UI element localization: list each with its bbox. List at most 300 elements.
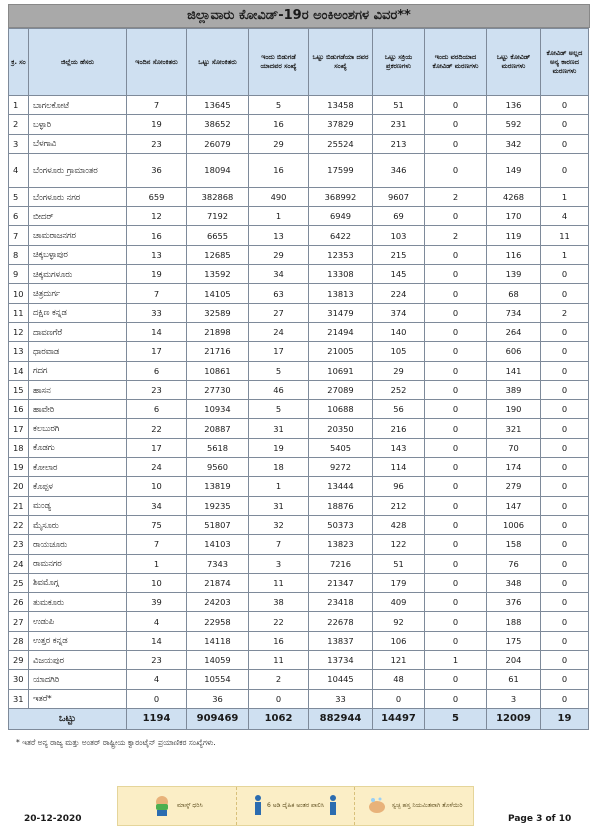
district-name-cell: ದಕ್ಷಿಣ ಕನ್ನಡ [29, 303, 127, 322]
deaths-total-cell: 279 [487, 477, 541, 496]
table-row [9, 496, 589, 515]
serial-cell: 8 [9, 245, 29, 264]
active-cell: 56 [373, 400, 425, 419]
today-cases-cell: 6 [127, 361, 187, 380]
discharged-total-cell: 31479 [309, 303, 373, 322]
district-name-cell: ಗದಗ [29, 361, 127, 380]
non-covid-cell: 1 [541, 187, 589, 206]
district-name-cell: ಕೊಪ್ಪಳ [29, 477, 127, 496]
deaths-today-cell: 0 [425, 96, 487, 115]
discharged-total-cell: 18876 [309, 496, 373, 515]
deaths-total-cell: 376 [487, 593, 541, 612]
active-cell: 69 [373, 207, 425, 226]
deaths-total-cell: 61 [487, 670, 541, 689]
deaths-today-cell: 0 [425, 265, 487, 284]
totals-today: 1194 [127, 708, 187, 729]
header-active-cases: ಒಟ್ಟು ಸಕ್ರಿಯ ಪ್ರಕರಣಗಳು [373, 29, 425, 96]
table-row [9, 361, 589, 380]
total-cases-cell: 32589 [187, 303, 249, 322]
header-non-covid-deaths: ಕೋವಿಡ್ ಅಲ್ಲದ ಅನ್ಯ ಕಾರಣದ ಮರಣಗಳು [541, 29, 589, 96]
serial-cell: 5 [9, 187, 29, 206]
discharged-today-cell: 19 [249, 438, 309, 457]
deaths-total-cell: 147 [487, 496, 541, 515]
deaths-today-cell: 0 [425, 458, 487, 477]
non-covid-cell: 0 [541, 342, 589, 361]
today-cases-cell: 1 [127, 554, 187, 573]
totals-discharged-total: 882944 [309, 708, 373, 729]
total-cases-cell: 27730 [187, 380, 249, 399]
deaths-total-cell: 734 [487, 303, 541, 322]
table-row [9, 400, 589, 419]
table-row [9, 187, 589, 206]
discharged-today-cell: 31 [249, 419, 309, 438]
deaths-today-cell: 1 [425, 651, 487, 670]
non-covid-cell: 0 [541, 438, 589, 457]
report-title: ಜಿಲ್ಲಾವಾರು ಕೋವಿಡ್-19ರ ಅಂಕಿಅಂಶಗಳ ವಿವರ** [8, 4, 590, 28]
total-cases-cell: 10554 [187, 670, 249, 689]
discharged-total-cell: 17599 [309, 153, 373, 187]
table-row [9, 380, 589, 399]
discharged-today-cell: 11 [249, 573, 309, 592]
today-cases-cell: 7 [127, 284, 187, 303]
non-covid-cell: 0 [541, 689, 589, 708]
serial-cell: 10 [9, 284, 29, 303]
serial-cell: 16 [9, 400, 29, 419]
non-covid-cell: 0 [541, 115, 589, 134]
today-cases-cell: 6 [127, 400, 187, 419]
active-cell: 9607 [373, 187, 425, 206]
discharged-today-cell: 16 [249, 153, 309, 187]
deaths-total-cell: 321 [487, 419, 541, 438]
non-covid-cell: 0 [541, 322, 589, 341]
serial-cell: 13 [9, 342, 29, 361]
district-name-cell: ಬಾಗಲಕೋಟೆ [29, 96, 127, 115]
totals-total: 909469 [187, 708, 249, 729]
total-cases-cell: 7192 [187, 207, 249, 226]
today-cases-cell: 659 [127, 187, 187, 206]
banner-handwash-text: ಸ್ವಚ್ಛ ಹಸ್ತ ನಿಯಮಿತವಾಗಿ ತೊಳೆಯಿರಿ [391, 802, 463, 809]
deaths-today-cell: 0 [425, 670, 487, 689]
discharged-today-cell: 31 [249, 496, 309, 515]
non-covid-cell: 0 [541, 419, 589, 438]
deaths-total-cell: 190 [487, 400, 541, 419]
active-cell: 428 [373, 515, 425, 534]
table-row [9, 573, 589, 592]
serial-cell: 3 [9, 134, 29, 153]
header-deaths-today: ಇಂದು ವರದಿಯಾದ ಕೋವಿಡ್ ಮರಣಗಳು [425, 29, 487, 96]
district-name-cell: ಉಡುಪಿ [29, 612, 127, 631]
total-cases-cell: 5618 [187, 438, 249, 457]
district-name-cell: ಚಿತ್ರದುರ್ಗ [29, 284, 127, 303]
deaths-total-cell: 264 [487, 322, 541, 341]
table-row [9, 342, 589, 361]
totals-row [9, 708, 589, 729]
discharged-today-cell: 11 [249, 651, 309, 670]
discharged-total-cell: 13813 [309, 284, 373, 303]
active-cell: 213 [373, 134, 425, 153]
deaths-today-cell: 0 [425, 631, 487, 650]
serial-cell: 7 [9, 226, 29, 245]
today-cases-cell: 14 [127, 322, 187, 341]
deaths-total-cell: 119 [487, 226, 541, 245]
non-covid-cell: 0 [541, 535, 589, 554]
deaths-total-cell: 158 [487, 535, 541, 554]
district-name-cell: ಬೆಂಗಳೂರು ಗ್ರಾಮಾಂತರ [29, 153, 127, 187]
safety-banner [117, 786, 474, 826]
person-icon [328, 794, 338, 818]
today-cases-cell: 14 [127, 631, 187, 650]
header-total-cases: ಒಟ್ಟು ಸೋಂಕಿತರು [187, 29, 249, 96]
deaths-total-cell: 68 [487, 284, 541, 303]
discharged-today-cell: 16 [249, 631, 309, 650]
today-cases-cell: 17 [127, 438, 187, 457]
discharged-today-cell: 24 [249, 322, 309, 341]
today-cases-cell: 16 [127, 226, 187, 245]
totals-label: ಒಟ್ಟು [9, 708, 127, 729]
serial-cell: 30 [9, 670, 29, 689]
totals-discharged-today: 1062 [249, 708, 309, 729]
discharged-today-cell: 29 [249, 134, 309, 153]
deaths-today-cell: 0 [425, 554, 487, 573]
discharged-total-cell: 21005 [309, 342, 373, 361]
discharged-total-cell: 368992 [309, 187, 373, 206]
discharged-today-cell: 32 [249, 515, 309, 534]
district-name-cell: ಕೊಡಗು [29, 438, 127, 457]
discharged-today-cell: 16 [249, 115, 309, 134]
deaths-today-cell: 0 [425, 303, 487, 322]
deaths-total-cell: 174 [487, 458, 541, 477]
deaths-today-cell: 0 [425, 515, 487, 534]
active-cell: 29 [373, 361, 425, 380]
serial-cell: 31 [9, 689, 29, 708]
discharged-total-cell: 10445 [309, 670, 373, 689]
total-cases-cell: 13645 [187, 96, 249, 115]
today-cases-cell: 0 [127, 689, 187, 708]
discharged-total-cell: 13444 [309, 477, 373, 496]
serial-cell: 18 [9, 438, 29, 457]
today-cases-cell: 22 [127, 419, 187, 438]
header-today-cases: ಇಂದಿನ ಸೋಂಕಿತರು [127, 29, 187, 96]
deaths-today-cell: 0 [425, 361, 487, 380]
deaths-total-cell: 4268 [487, 187, 541, 206]
deaths-today-cell: 0 [425, 342, 487, 361]
discharged-today-cell: 46 [249, 380, 309, 399]
table-row [9, 535, 589, 554]
discharged-today-cell: 5 [249, 361, 309, 380]
table-row [9, 153, 589, 187]
discharged-today-cell: 7 [249, 535, 309, 554]
non-covid-cell: 1 [541, 245, 589, 264]
today-cases-cell: 4 [127, 612, 187, 631]
non-covid-cell: 11 [541, 226, 589, 245]
deaths-total-cell: 170 [487, 207, 541, 226]
district-name-cell: ಹಾಸನ [29, 380, 127, 399]
non-covid-cell: 4 [541, 207, 589, 226]
person-icon [253, 794, 263, 818]
district-name-cell: ವಿಜಯಪುರ [29, 651, 127, 670]
serial-cell: 24 [9, 554, 29, 573]
non-covid-cell: 2 [541, 303, 589, 322]
total-cases-cell: 14118 [187, 631, 249, 650]
discharged-today-cell: 1 [249, 477, 309, 496]
active-cell: 92 [373, 612, 425, 631]
district-name-cell: ಬೆಂಗಳೂರು ನಗರ [29, 187, 127, 206]
discharged-today-cell: 17 [249, 342, 309, 361]
header-discharged-total: ಒಟ್ಟು ಬಿಡುಗಡೆಯಾ ದವರ ಸಂಖ್ಯೆ [309, 29, 373, 96]
total-cases-cell: 10934 [187, 400, 249, 419]
total-cases-cell: 24203 [187, 593, 249, 612]
table-row [9, 284, 589, 303]
deaths-total-cell: 116 [487, 245, 541, 264]
serial-cell: 14 [9, 361, 29, 380]
non-covid-cell: 0 [541, 612, 589, 631]
deaths-today-cell: 0 [425, 207, 487, 226]
total-cases-cell: 18094 [187, 153, 249, 187]
discharged-total-cell: 21494 [309, 322, 373, 341]
today-cases-cell: 19 [127, 265, 187, 284]
discharged-today-cell: 18 [249, 458, 309, 477]
active-cell: 122 [373, 535, 425, 554]
serial-cell: 4 [9, 153, 29, 187]
header-deaths-total: ಒಟ್ಟು ಕೋವಿಡ್ ಮರಣಗಳು [487, 29, 541, 96]
table-row [9, 207, 589, 226]
serial-cell: 26 [9, 593, 29, 612]
today-cases-cell: 7 [127, 96, 187, 115]
deaths-today-cell: 0 [425, 245, 487, 264]
non-covid-cell: 0 [541, 631, 589, 650]
totals-deaths-today: 5 [425, 708, 487, 729]
non-covid-cell: 0 [541, 458, 589, 477]
discharged-total-cell: 6422 [309, 226, 373, 245]
discharged-today-cell: 0 [249, 689, 309, 708]
active-cell: 231 [373, 115, 425, 134]
deaths-today-cell: 0 [425, 284, 487, 303]
non-covid-cell: 0 [541, 265, 589, 284]
district-covid-table [8, 28, 589, 730]
district-name-cell: ಉತ್ತರ ಕನ್ನಡ [29, 631, 127, 650]
table-row [9, 265, 589, 284]
discharged-total-cell: 6949 [309, 207, 373, 226]
deaths-today-cell: 0 [425, 134, 487, 153]
deaths-total-cell: 139 [487, 265, 541, 284]
active-cell: 346 [373, 153, 425, 187]
today-cases-cell: 12 [127, 207, 187, 226]
deaths-total-cell: 1006 [487, 515, 541, 534]
deaths-today-cell: 0 [425, 400, 487, 419]
today-cases-cell: 23 [127, 134, 187, 153]
total-cases-cell: 13592 [187, 265, 249, 284]
deaths-total-cell: 141 [487, 361, 541, 380]
deaths-total-cell: 175 [487, 631, 541, 650]
total-cases-cell: 26079 [187, 134, 249, 153]
district-name-cell: ಯಾದಗಿರಿ [29, 670, 127, 689]
discharged-today-cell: 34 [249, 265, 309, 284]
deaths-today-cell: 0 [425, 438, 487, 457]
discharged-total-cell: 10688 [309, 400, 373, 419]
active-cell: 105 [373, 342, 425, 361]
discharged-total-cell: 5405 [309, 438, 373, 457]
table-row [9, 554, 589, 573]
serial-cell: 21 [9, 496, 29, 515]
discharged-today-cell: 2 [249, 670, 309, 689]
discharged-today-cell: 5 [249, 96, 309, 115]
today-cases-cell: 10 [127, 573, 187, 592]
deaths-today-cell: 0 [425, 153, 487, 187]
total-cases-cell: 38652 [187, 115, 249, 134]
active-cell: 212 [373, 496, 425, 515]
discharged-today-cell: 490 [249, 187, 309, 206]
header-discharged-today: ಇಂದು ಬಿಡುಗಡೆ ಯಾದವರ ಸಂಖ್ಯೆ [249, 29, 309, 96]
deaths-total-cell: 389 [487, 380, 541, 399]
non-covid-cell: 0 [541, 515, 589, 534]
table-row [9, 134, 589, 153]
discharged-today-cell: 1 [249, 207, 309, 226]
total-cases-cell: 7343 [187, 554, 249, 573]
non-covid-cell: 0 [541, 96, 589, 115]
district-name-cell: ಮೈಸೂರು [29, 515, 127, 534]
deaths-today-cell: 2 [425, 187, 487, 206]
table-row [9, 458, 589, 477]
handwash-icon [366, 794, 388, 818]
active-cell: 215 [373, 245, 425, 264]
banner-distance [237, 787, 356, 825]
today-cases-cell: 10 [127, 477, 187, 496]
serial-cell: 25 [9, 573, 29, 592]
active-cell: 224 [373, 284, 425, 303]
today-cases-cell: 75 [127, 515, 187, 534]
total-cases-cell: 21716 [187, 342, 249, 361]
totals-non-covid: 19 [541, 708, 589, 729]
totals-deaths-total: 12009 [487, 708, 541, 729]
discharged-total-cell: 13837 [309, 631, 373, 650]
active-cell: 114 [373, 458, 425, 477]
active-cell: 409 [373, 593, 425, 612]
discharged-total-cell: 10691 [309, 361, 373, 380]
active-cell: 96 [373, 477, 425, 496]
serial-cell: 9 [9, 265, 29, 284]
serial-cell: 28 [9, 631, 29, 650]
non-covid-cell: 0 [541, 361, 589, 380]
district-name-cell: ಬಳ್ಳಾರಿ [29, 115, 127, 134]
total-cases-cell: 6655 [187, 226, 249, 245]
table-row [9, 631, 589, 650]
table-row [9, 651, 589, 670]
today-cases-cell: 24 [127, 458, 187, 477]
district-name-cell: ಬೆಳಗಾವಿ [29, 134, 127, 153]
non-covid-cell: 0 [541, 670, 589, 689]
table-row [9, 115, 589, 134]
table-row [9, 322, 589, 341]
active-cell: 140 [373, 322, 425, 341]
discharged-today-cell: 3 [249, 554, 309, 573]
deaths-total-cell: 342 [487, 134, 541, 153]
district-name-cell: ಕಲಬುರಗಿ [29, 419, 127, 438]
non-covid-cell: 0 [541, 496, 589, 515]
discharged-today-cell: 22 [249, 612, 309, 631]
discharged-total-cell: 50373 [309, 515, 373, 534]
serial-cell: 22 [9, 515, 29, 534]
serial-cell: 11 [9, 303, 29, 322]
table-row [9, 612, 589, 631]
deaths-total-cell: 76 [487, 554, 541, 573]
discharged-total-cell: 25524 [309, 134, 373, 153]
non-covid-cell: 0 [541, 651, 589, 670]
discharged-total-cell: 9272 [309, 458, 373, 477]
today-cases-cell: 34 [127, 496, 187, 515]
header-district: ಜಿಲ್ಲೆಯ ಹೆಸರು [29, 29, 127, 96]
discharged-today-cell: 38 [249, 593, 309, 612]
non-covid-cell: 0 [541, 153, 589, 187]
banner-distance-text: 6 ಅಡಿ ದೈಹಿಕ ಅಂತರ ಪಾಲಿಸಿ [266, 802, 325, 809]
table-row [9, 303, 589, 322]
deaths-total-cell: 149 [487, 153, 541, 187]
discharged-total-cell: 7216 [309, 554, 373, 573]
today-cases-cell: 17 [127, 342, 187, 361]
table-header-row [9, 29, 589, 96]
district-name-cell: ಶಿವಮೊಗ್ಗ [29, 573, 127, 592]
deaths-total-cell: 348 [487, 573, 541, 592]
report-date: 20-12-2020 [24, 814, 82, 824]
discharged-total-cell: 27089 [309, 380, 373, 399]
non-covid-cell: 0 [541, 593, 589, 612]
serial-cell: 17 [9, 419, 29, 438]
deaths-today-cell: 0 [425, 593, 487, 612]
serial-cell: 1 [9, 96, 29, 115]
discharged-total-cell: 12353 [309, 245, 373, 264]
total-cases-cell: 13819 [187, 477, 249, 496]
mask-icon [151, 794, 173, 818]
deaths-today-cell: 2 [425, 226, 487, 245]
deaths-today-cell: 0 [425, 322, 487, 341]
district-name-cell: ಮಂಡ್ಯ [29, 496, 127, 515]
total-cases-cell: 9560 [187, 458, 249, 477]
serial-cell: 20 [9, 477, 29, 496]
banner-mask-text: ಮಾಸ್ಕ್ ಧರಿಸಿ [177, 802, 203, 809]
table-row [9, 245, 589, 264]
serial-cell: 6 [9, 207, 29, 226]
today-cases-cell: 39 [127, 593, 187, 612]
non-covid-cell: 0 [541, 400, 589, 419]
district-name-cell: ರಾಮನಗರ [29, 554, 127, 573]
discharged-total-cell: 13734 [309, 651, 373, 670]
discharged-total-cell: 20350 [309, 419, 373, 438]
total-cases-cell: 21898 [187, 322, 249, 341]
table-row [9, 419, 589, 438]
serial-cell: 15 [9, 380, 29, 399]
district-name-cell: ಇತರೆ* [29, 689, 127, 708]
table-row [9, 438, 589, 457]
deaths-today-cell: 0 [425, 419, 487, 438]
active-cell: 216 [373, 419, 425, 438]
serial-cell: 19 [9, 458, 29, 477]
deaths-today-cell: 0 [425, 689, 487, 708]
district-name-cell: ಚಿಕ್ಕಬಳ್ಳಾಪುರ [29, 245, 127, 264]
deaths-total-cell: 592 [487, 115, 541, 134]
discharged-today-cell: 13 [249, 226, 309, 245]
total-cases-cell: 51807 [187, 515, 249, 534]
today-cases-cell: 23 [127, 651, 187, 670]
table-row [9, 96, 589, 115]
discharged-total-cell: 22678 [309, 612, 373, 631]
serial-cell: 2 [9, 115, 29, 134]
table-row [9, 670, 589, 689]
total-cases-cell: 21874 [187, 573, 249, 592]
active-cell: 48 [373, 670, 425, 689]
today-cases-cell: 13 [127, 245, 187, 264]
total-cases-cell: 36 [187, 689, 249, 708]
total-cases-cell: 10861 [187, 361, 249, 380]
non-covid-cell: 0 [541, 554, 589, 573]
